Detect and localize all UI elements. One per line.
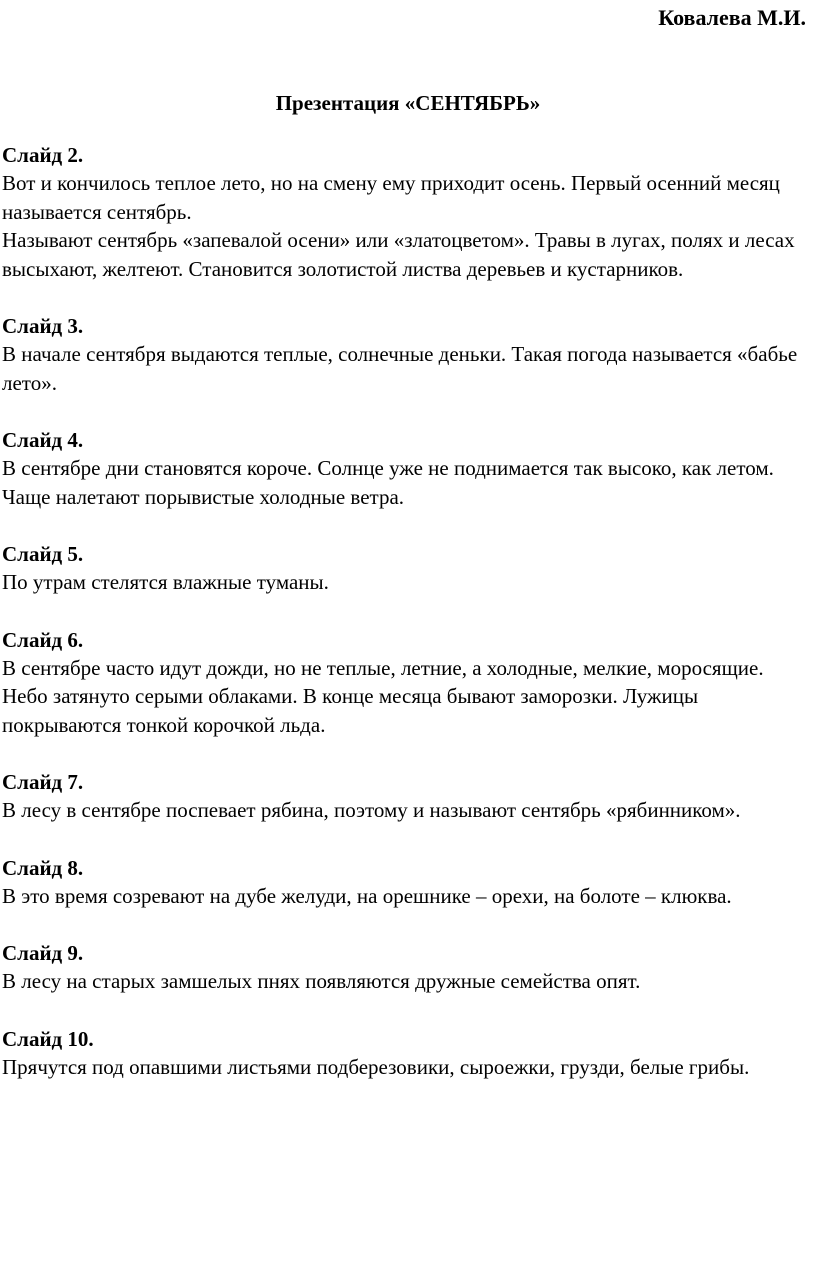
slide-text: В это время созревают на дубе желуди, на орешнике – орехи, на болоте – клюква. — [2, 883, 732, 908]
slide-section — [2, 312, 812, 397]
slide-heading: Слайд 8. — [2, 855, 84, 880]
slide-text: В лесу в сентябре поспевает рябина, поэтому и называют сентябрь «рябинником». — [2, 798, 741, 822]
slide-section — [2, 939, 812, 996]
slide-section — [2, 854, 812, 911]
page-title: Презентация «СЕНТЯБРЬ» — [275, 91, 541, 115]
slide-heading: Слайд 3. — [2, 314, 84, 338]
slide-text: Прячутся под опавшими листьями подберезовики, сыроежки, грузди, белые грибы. — [2, 1054, 750, 1079]
slide-section — [2, 626, 812, 740]
slide-heading: Слайд 7. — [2, 770, 84, 794]
slide-section — [2, 1025, 812, 1082]
slide-text: В лесу на старых замшелых пнях появляются дружные семейства опят. — [2, 969, 641, 993]
slide-text: В начале сентября выдаются теплые, солнечные деньки. Такая погода называется «бабье лето». — [2, 342, 798, 395]
slide-list — [2, 141, 812, 1110]
slide-section — [2, 141, 812, 283]
slide-text: Вот и кончилось теплое лето, но на смену ему приходит осень. Первый осенний месяц называется сентябрь. — [2, 171, 780, 224]
slide-text: В сентябре дни становятся короче. Солнце уже не поднимается так высоко, как летом. Чаще налетают порывистые холодные ветра. — [2, 456, 774, 509]
slide-heading: Слайд 10. — [2, 1026, 94, 1051]
slide-section — [2, 426, 812, 511]
slide-heading: Слайд 6. — [2, 627, 84, 652]
author-name: Ковалева М.И. — [658, 5, 806, 30]
slide-heading: Слайд 5. — [2, 542, 84, 566]
slide-heading: Слайд 2. — [2, 143, 84, 167]
slide-text: По утрам стелятся влажные туманы. — [2, 570, 329, 594]
slide-text: Называют сентябрь «запевалой осени» или «златоцветом». Травы в лугах, полях и лесах высыхают, желтеют. Становится золотистой листва деревьев и кустарников. — [2, 228, 795, 281]
slide-heading: Слайд 4. — [2, 428, 84, 452]
slide-section — [2, 768, 812, 825]
slide-heading: Слайд 9. — [2, 941, 84, 965]
slide-text: В сентябре часто идут дожди, но не теплые, летние, а холодные, мелкие, моросящие. Небо затянуто серыми облаками. В конце месяца бывают заморозки. Лужицы покрываются тонкой корочкой льда. — [2, 655, 764, 737]
slide-section — [2, 540, 812, 597]
